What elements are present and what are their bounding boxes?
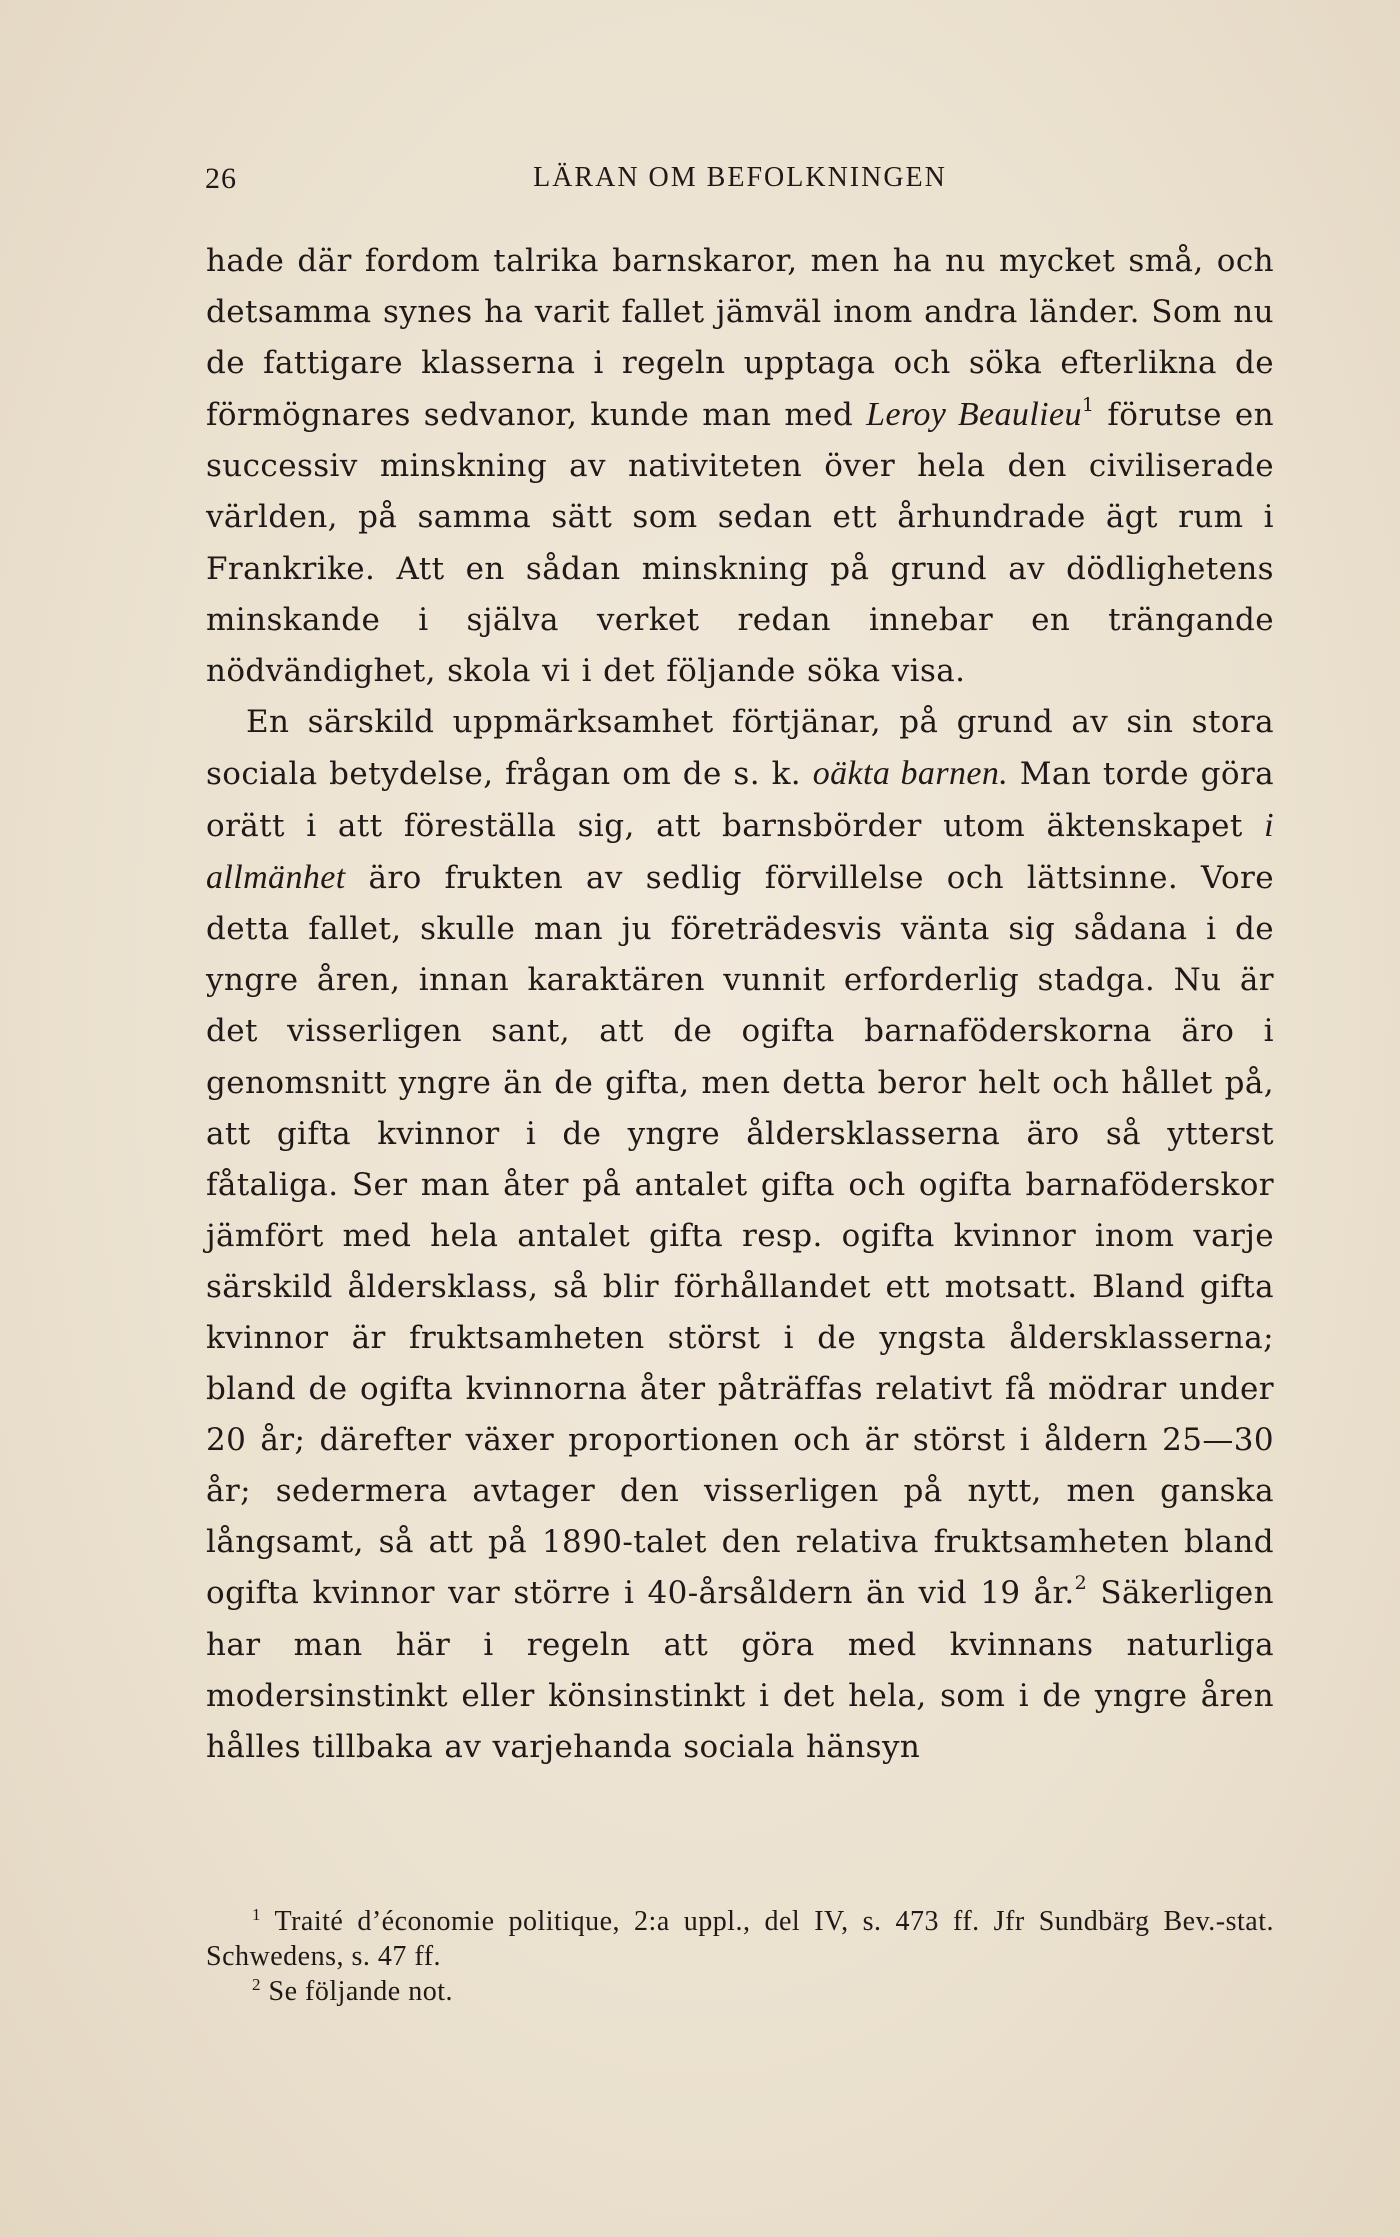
paragraph-text: förutse en successiv minskning av nativiteten över hela den civiliserade världen, på samma sätt som sedan ett århundrade ägt rum i Frankrike. Att en sådan minskning på grund av dödlighetens minskande i själva verket redan innebar en trängande nödvändighet, skola vi i det följande söka visa. (206, 397, 1274, 689)
author-name: Leroy Beaulieu (866, 396, 1082, 434)
footnote-ref: 1 (1081, 394, 1095, 417)
running-head (205, 162, 1275, 202)
footnote-mark: 1 (252, 1905, 261, 1924)
footnote-mark: 2 (252, 1975, 261, 1994)
footnote-ref: 2 (1074, 1572, 1088, 1595)
footnote-text: Se följande not. (261, 1976, 454, 2007)
paragraph-text: En särskild uppmärksamhet förtjänar, på grund av sin stora sociala betydelse, frågan om de s. k. (206, 703, 1274, 792)
running-title: LÄRAN OM BEFOLKNINGEN (533, 162, 947, 193)
paragraph-text: hade där fordom talrika barnskaror, men ha nu mycket små, och detsamma synes ha varit fallet jämväl inom andra länder. Som nu de fattigare klasserna i regeln upptaga och söka efterlikna de förmögnares sedvanor, kunde man med (206, 243, 1274, 434)
paragraph-text: Säkerligen har man här i regeln att göra med kvinnans naturliga modersinstinkt eller könsinstinkt i det hela, som i de yngre åren hålles tillbaka av varjehanda sociala hänsyn (206, 1575, 1274, 1765)
footnote (206, 1904, 1274, 1974)
page-number: 26 (205, 162, 237, 195)
footnotes (206, 1904, 1274, 2009)
emphasized-term: oäkta barnen. (812, 754, 1009, 792)
paragraph-text: äro frukten av sedlig förvillelse och lättsinne. Vore detta fallet, skulle man ju företrädesvis vänta sig sådana i de yngre åren, innan karaktären vunnit erforderlig stadga. Nu är det visserligen sant, att de ogifta barnaföderskorna äro i genomsnitt yngre än de gifta, men detta beror helt och hållet på, att gifta kvinnor i de yngre åldersklasserna äro så ytterst fåtaliga. Ser man åter på antalet gifta och ogifta barnaföderskor jämfört med hela antalet gifta resp. ogifta kvinnor inom varje särskild åldersklass, så blir förhållandet ett motsatt. Bland gifta kvinnor är fruktsamheten störst i de yngsta åldersklasserna; bland de ogifta kvinnorna åter påträffas relativt få mödrar under 20 år; därefter växer proportionen och är störst i åldern 25—30 år; sedermera avtager den visserligen på nytt, men ganska långsamt, så att på 1890-talet den relativa fruktsamheten bland ogifta kvinnor var större i 40-årsåldern än vid 19 år. (206, 860, 1274, 1612)
paragraph (206, 697, 1274, 1773)
emphasized-term: i allmänhet (206, 807, 1274, 897)
paragraph (206, 236, 1274, 697)
paragraph-text: Man torde göra orätt i att föreställa sig, att barnsbörder utom äktenskapet (206, 755, 1275, 845)
footnote (206, 1974, 1274, 2009)
body-text (206, 236, 1274, 1773)
footnote-text: Traité d’économie politique, 2:a uppl., del IV, s. 473 ff. Jfr Sundbärg Bev.-stat. Schwedens, s. 47 ff. (206, 1906, 1274, 1972)
